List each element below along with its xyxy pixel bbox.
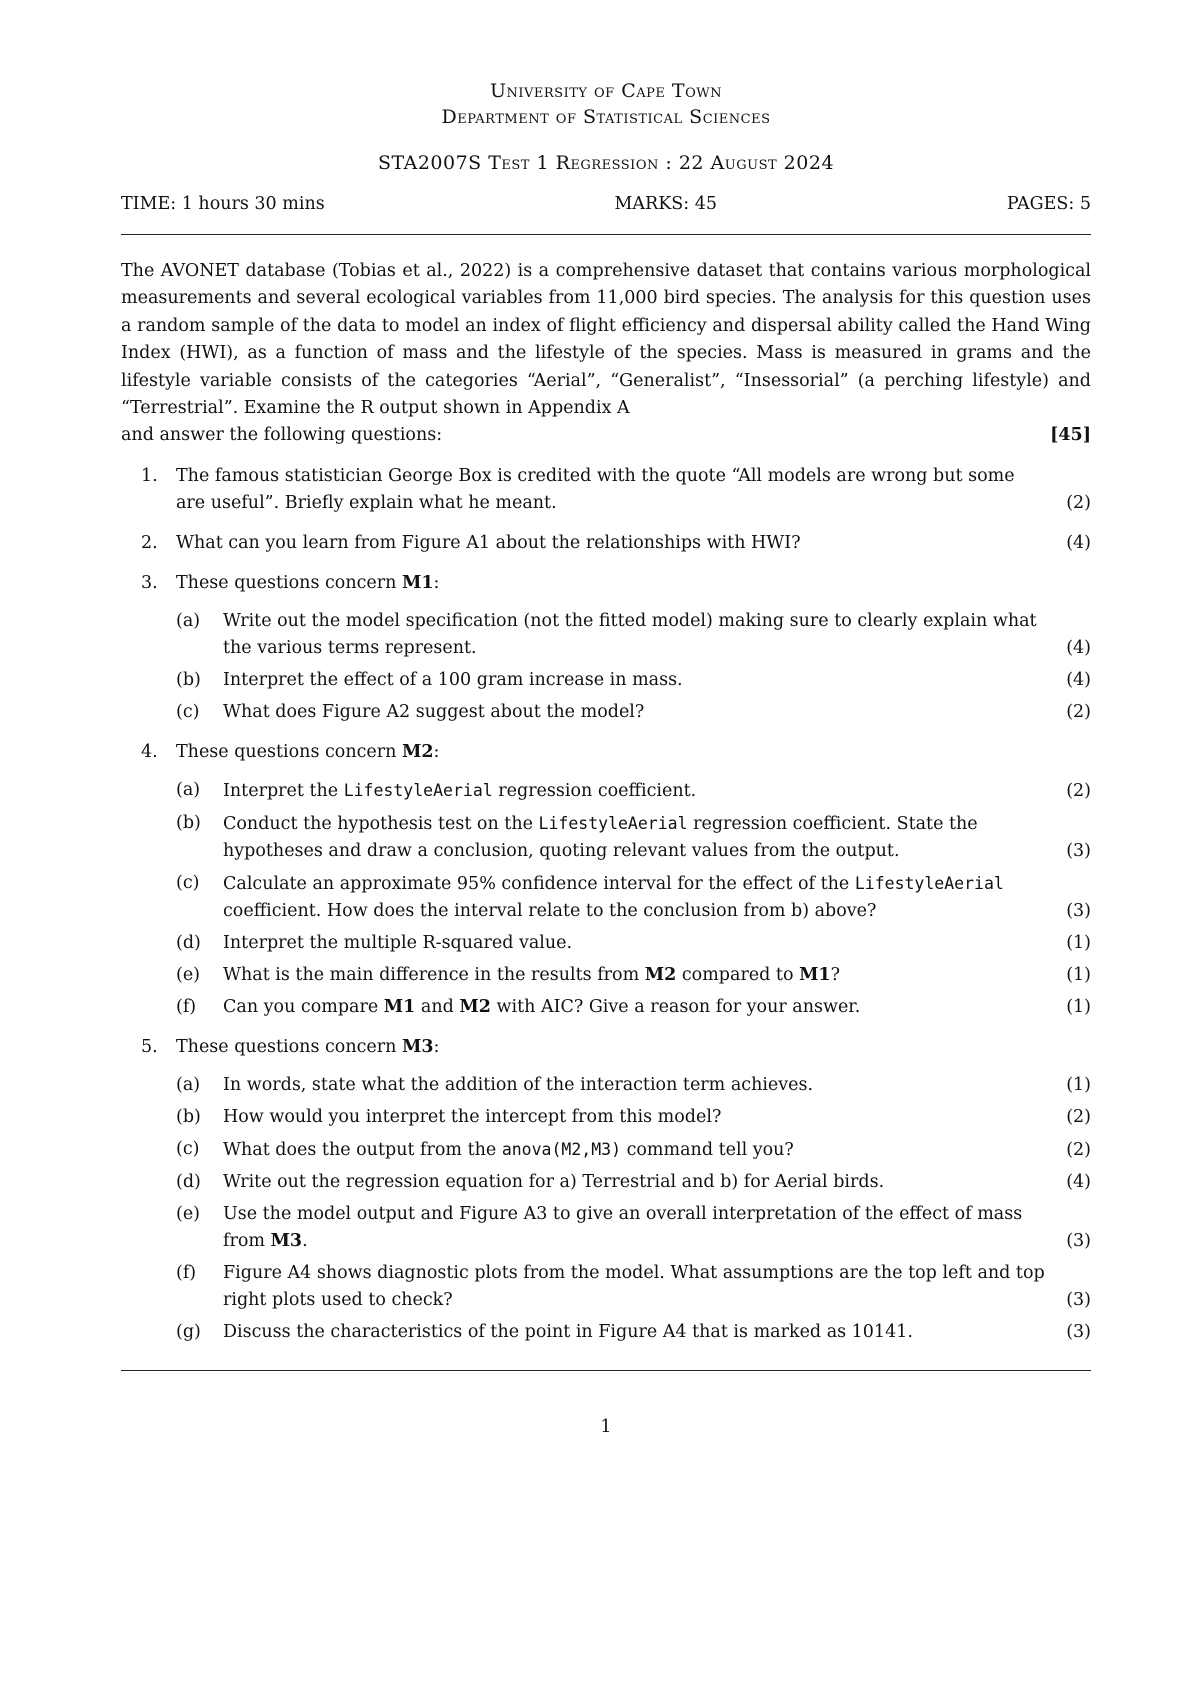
subquestion-label: (b) xyxy=(176,812,201,833)
question-4a xyxy=(176,777,1091,805)
subquestion-marks: (2) xyxy=(1066,1139,1091,1160)
question-5f xyxy=(176,1260,1091,1314)
question-5b xyxy=(176,1104,1091,1131)
subquestion-list xyxy=(176,608,1091,726)
subquestion-label: (d) xyxy=(176,1171,201,1192)
subquestion-marks: (2) xyxy=(1066,1106,1091,1127)
question-list xyxy=(121,463,1091,1346)
question-4f xyxy=(176,994,1091,1021)
subquestion-text: How would you interpret the intercept from this model? xyxy=(223,1106,722,1127)
text-fragment: Interpret the xyxy=(223,780,344,801)
question-number: 5. xyxy=(141,1036,158,1057)
text-fragment: . xyxy=(302,1230,308,1251)
question-text: The famous statistician George Box is credited with the quote “All models are wrong but some are useful”. Briefly explain what he meant. xyxy=(176,465,1015,513)
question-number: 3. xyxy=(141,572,158,593)
footer-divider xyxy=(121,1370,1091,1371)
subquestion-marks: (4) xyxy=(1066,637,1091,658)
text-fragment: Conduct the hypothesis test on the xyxy=(223,813,539,834)
question-intro-text: These questions concern xyxy=(176,741,402,762)
subquestion-text: Write out the model specification (not the fitted model) making sure to clearly explain what the various terms represent. xyxy=(223,610,1037,658)
code-term: LifestyleAerial xyxy=(854,873,1004,893)
code-term: anova(M2,M3) xyxy=(501,1139,622,1159)
model-name: M1 xyxy=(383,996,416,1017)
question-3a xyxy=(176,608,1091,662)
subquestion-marks: (4) xyxy=(1066,669,1091,690)
question-marks: (2) xyxy=(1066,492,1091,513)
exam-page xyxy=(121,78,1091,1437)
subquestion-text: Interpret the multiple R-squared value. xyxy=(223,932,573,953)
text-fragment: and xyxy=(415,996,460,1017)
question-marks: (4) xyxy=(1066,532,1091,553)
department-name: Department of Statistical Sciences xyxy=(441,106,771,128)
text-fragment: with AIC? Give a reason for your answer. xyxy=(490,996,861,1017)
subquestion-label: (a) xyxy=(176,610,201,631)
subquestion-marks: (2) xyxy=(1066,701,1091,722)
model-name: M1 xyxy=(401,572,434,593)
text-fragment: regression coefficient. State the hypotheses and draw a conclusion, quoting relevant values from the output. xyxy=(223,813,978,861)
intro-paragraph xyxy=(121,258,1091,450)
subquestion-label: (b) xyxy=(176,1106,201,1127)
question-intro-text: These questions concern xyxy=(176,572,402,593)
subquestion-label: (g) xyxy=(176,1321,201,1342)
text-fragment: compared to xyxy=(676,964,800,985)
intro-total-marks: [45] xyxy=(1050,425,1091,446)
model-name: M1 xyxy=(799,964,831,985)
question-4d xyxy=(176,930,1091,957)
question-4b xyxy=(176,810,1091,865)
university-name: University of Cape Town xyxy=(489,80,722,102)
subquestion-label: (e) xyxy=(176,964,201,985)
question-number: 1. xyxy=(141,465,158,486)
subquestion-text: Write out the regression equation for a) Terrestrial and b) for Aerial birds. xyxy=(223,1171,885,1192)
subquestion-text: What does Figure A2 suggest about the model? xyxy=(223,701,645,722)
model-name: M2 xyxy=(644,964,677,985)
subquestion-marks: (3) xyxy=(1066,900,1091,921)
question-intro-colon: : xyxy=(433,572,440,593)
text-fragment: What does the output from the xyxy=(223,1139,502,1160)
code-term: LifestyleAerial xyxy=(538,813,688,833)
question-intro-colon: : xyxy=(433,741,440,762)
subquestion-marks: (1) xyxy=(1066,964,1091,985)
subquestion-label: (a) xyxy=(176,779,201,800)
subquestion-text xyxy=(223,994,1048,1021)
subquestion-label: (c) xyxy=(176,701,200,722)
question-5g xyxy=(176,1319,1091,1346)
subquestion-marks: (3) xyxy=(1066,1289,1091,1310)
page-number: 1 xyxy=(600,1416,612,1437)
question-2 xyxy=(121,530,1091,557)
question-4 xyxy=(121,739,1091,1021)
model-name: M3 xyxy=(270,1230,303,1251)
question-intro-text: These questions concern xyxy=(176,1036,402,1057)
header-divider xyxy=(121,234,1091,235)
code-term: LifestyleAerial xyxy=(343,780,493,800)
text-fragment: Use the model output and Figure A3 to give an overall interpretation of the effect of mass from xyxy=(223,1203,1023,1251)
text-fragment: coefficient. How does the interval relate to the conclusion from b) above? xyxy=(223,900,877,921)
subquestion-text xyxy=(223,962,1048,989)
subquestion-text xyxy=(223,1136,1048,1164)
subquestion-text: In words, state what the addition of the interaction term achieves. xyxy=(223,1074,814,1095)
subquestion-marks: (1) xyxy=(1066,932,1091,953)
question-5d xyxy=(176,1169,1091,1196)
total-marks: MARKS: 45 xyxy=(614,194,718,214)
subquestion-text xyxy=(223,810,1048,865)
subquestion-label: (f) xyxy=(176,1262,197,1283)
intro-last-line xyxy=(121,422,1091,449)
question-intro xyxy=(176,1034,1091,1061)
text-fragment: Can you compare xyxy=(223,996,384,1017)
model-name: M2 xyxy=(401,741,434,762)
subquestion-marks: (4) xyxy=(1066,1171,1091,1192)
question-5e xyxy=(176,1201,1091,1255)
subquestion-label: (f) xyxy=(176,996,197,1017)
subquestion-text xyxy=(223,777,1048,805)
subquestion-label: (a) xyxy=(176,1074,201,1095)
subquestion-text: Figure A4 shows diagnostic plots from the model. What assumptions are the top left and top right plots used to check? xyxy=(223,1262,1045,1310)
question-3b xyxy=(176,667,1091,694)
subquestion-list xyxy=(176,1072,1091,1346)
subquestion-label: (d) xyxy=(176,932,201,953)
subquestion-list xyxy=(176,777,1091,1021)
page-count: PAGES: 5 xyxy=(1006,194,1091,214)
subquestion-label: (e) xyxy=(176,1203,201,1224)
subquestion-marks: (1) xyxy=(1066,996,1091,1017)
subquestion-text xyxy=(223,870,1048,925)
question-3 xyxy=(121,570,1091,726)
text-fragment: regression coefficient. xyxy=(492,780,697,801)
question-1 xyxy=(121,463,1091,517)
model-name: M3 xyxy=(401,1036,434,1057)
question-intro xyxy=(176,570,1091,597)
subquestion-marks: (1) xyxy=(1066,1074,1091,1095)
question-5a xyxy=(176,1072,1091,1099)
time-allowed: TIME: 1 hours 30 mins xyxy=(121,194,325,214)
subquestion-label: (c) xyxy=(176,1138,200,1159)
subquestion-text xyxy=(223,1201,1048,1255)
course-title: STA2007S Test 1 Regression : 22 August 2024 xyxy=(377,152,835,174)
subquestion-text: Discuss the characteristics of the point in Figure A4 that is marked as 10141. xyxy=(223,1321,913,1342)
question-3c xyxy=(176,699,1091,726)
question-number: 2. xyxy=(141,532,158,553)
subquestion-label: (b) xyxy=(176,669,201,690)
intro-text: The AVONET database (Tobias et al., 2022) is a comprehensive dataset that contains various morphological measurements and several ecological variables from 11,000 bird species. The analysis for this question uses a random sample of the data to model an index of flight efficiency and dispersal ability called the Hand Wing Index (HWI), as a function of mass and the lifestyle of the species. Mass is measured in grams and the lifestyle variable consists of the categories “Aerial”, “Generalist”, “Insessorial” (a perching lifestyle) and “Terrestrial”. Examine the R output shown in Appendix A xyxy=(121,261,1091,419)
subquestion-marks: (3) xyxy=(1066,1230,1091,1251)
subquestion-text: Interpret the effect of a 100 gram increase in mass. xyxy=(223,669,683,690)
model-name: M2 xyxy=(459,996,491,1017)
question-number: 4. xyxy=(141,741,158,762)
question-text: What can you learn from Figure A1 about the relationships with HWI? xyxy=(176,532,801,553)
intro-last-text: and answer the following questions: xyxy=(121,425,443,446)
text-fragment: Calculate an approximate 95% confidence interval for the effect of the xyxy=(223,873,855,894)
question-intro xyxy=(176,739,1091,766)
text-fragment: What is the main difference in the results from xyxy=(223,964,645,985)
question-5 xyxy=(121,1034,1091,1346)
text-fragment: ? xyxy=(830,964,841,985)
subquestion-marks: (3) xyxy=(1066,1321,1091,1342)
exam-meta xyxy=(121,194,1091,214)
question-intro-colon: : xyxy=(433,1036,440,1057)
subquestion-marks: (3) xyxy=(1066,840,1091,861)
text-fragment: command tell you? xyxy=(621,1139,794,1160)
subquestion-label: (c) xyxy=(176,872,200,893)
question-4e xyxy=(176,962,1091,989)
question-4c xyxy=(176,870,1091,925)
subquestion-marks: (2) xyxy=(1066,780,1091,801)
question-5c xyxy=(176,1136,1091,1164)
